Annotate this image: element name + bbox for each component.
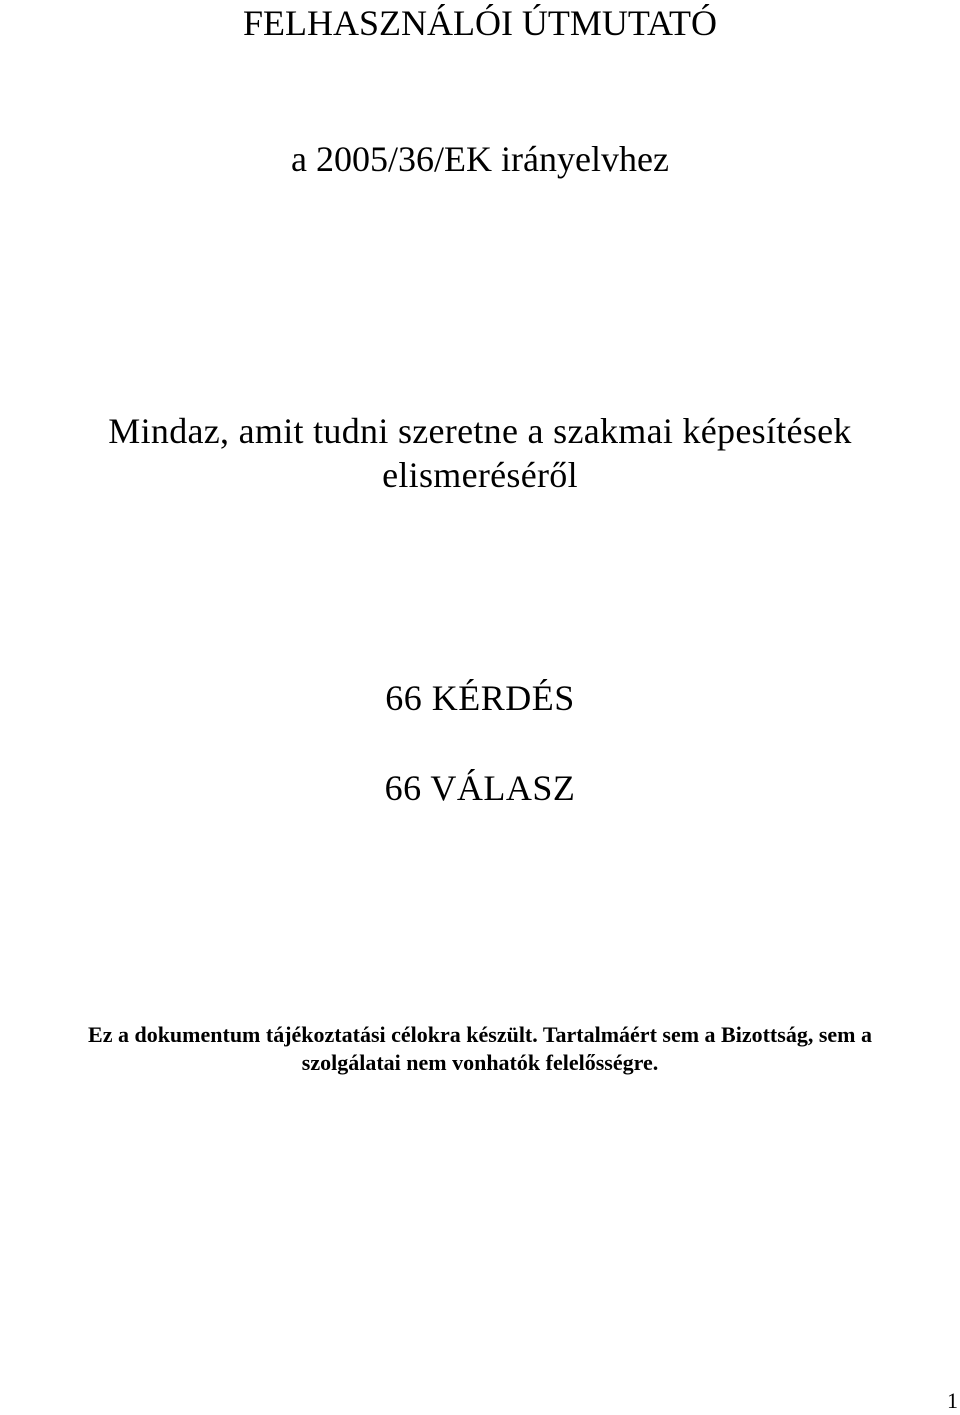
- page-number: 1: [947, 1388, 958, 1413]
- questions-count-heading: 66 KÉRDÉS: [385, 678, 575, 718]
- disclaimer-line-2: szolgálatai nem vonhatók felelősségre.: [301, 1050, 659, 1075]
- tagline-line-2: elismeréséről: [382, 455, 578, 495]
- document-title: FELHASZNÁLÓI ÚTMUTATÓ: [242, 3, 718, 43]
- document-subtitle: a 2005/36/EK irányelvhez: [291, 139, 669, 179]
- tagline-line-1: Mindaz, amit tudni szeretne a szakmai képesítések: [108, 411, 852, 451]
- disclaimer-line-1: Ez a dokumentum tájékoztatási célokra készült. Tartalmáért sem a Bizottság, sem a: [88, 1022, 872, 1047]
- answers-count-heading: 66 VÁLASZ: [384, 768, 576, 808]
